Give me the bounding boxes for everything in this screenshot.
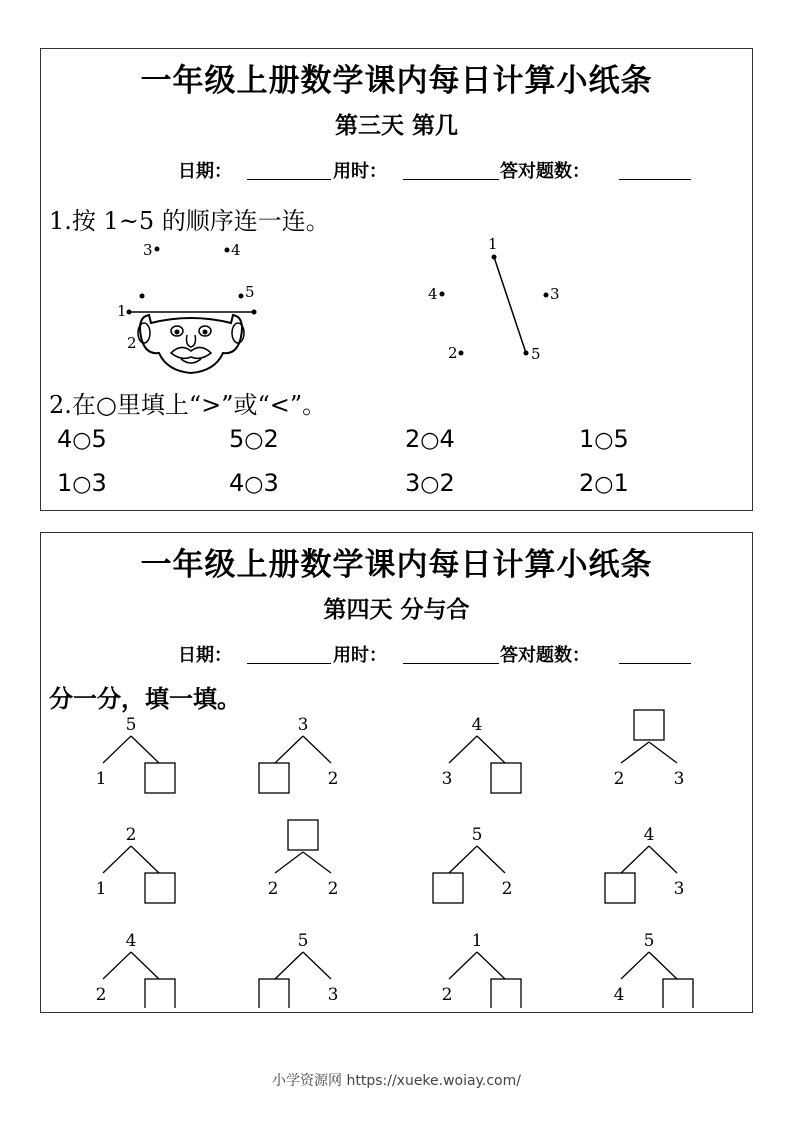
bond-branch — [103, 846, 131, 873]
answer-box-left[interactable] — [605, 873, 635, 903]
dot[interactable] — [127, 310, 132, 315]
comparison-item — [229, 469, 279, 497]
bond-right-number: 3 — [673, 769, 685, 789]
bond-branch — [131, 952, 159, 979]
comparison-left-number: 4 — [229, 469, 245, 497]
comparison-right-number: 4 — [439, 425, 455, 453]
bond-left-number: 1 — [95, 769, 107, 789]
comparison-item — [405, 469, 455, 497]
dot[interactable] — [524, 351, 529, 356]
number-bond — [605, 825, 684, 903]
bond-branch — [477, 846, 505, 873]
bond-branch — [303, 852, 331, 873]
bond-left-number: 3 — [441, 769, 453, 789]
bond-top-number: 5 — [125, 715, 137, 735]
comparison-left-number: 2 — [405, 425, 421, 453]
card-title: 一年级上册数学课内每日计算小纸条 — [140, 547, 653, 583]
comparison-right-number: 3 — [91, 469, 107, 497]
dot-label: 1 — [488, 235, 498, 253]
bond-branch — [477, 952, 505, 979]
answer-circle[interactable]: ○ — [244, 472, 264, 497]
bond-right-number: 3 — [327, 985, 339, 1005]
answer-circle[interactable]: ○ — [244, 428, 264, 453]
comparison-right-number: 2 — [439, 469, 455, 497]
comparison-right-number: 2 — [263, 425, 279, 453]
dot-label: 2 — [448, 344, 458, 362]
answer-box-left[interactable] — [433, 873, 463, 903]
comparison-item — [579, 425, 629, 453]
bond-branch — [621, 846, 649, 873]
bond-branch — [477, 736, 505, 763]
bond-branch — [103, 952, 131, 979]
bond-branch — [449, 736, 477, 763]
bond-right-number: 2 — [501, 879, 513, 899]
bond-branch — [649, 952, 677, 979]
dot[interactable] — [440, 292, 445, 297]
bond-top-number: 4 — [471, 715, 483, 735]
bond-top-number: 4 — [643, 825, 655, 845]
face-drawing — [129, 312, 254, 373]
number-bond — [433, 825, 512, 903]
question-connect-dots: 1.按 1~5 的顺序连一连。 — [49, 207, 330, 235]
dot-label: 4 — [231, 241, 241, 259]
date-label: 日期： — [178, 645, 232, 666]
number-bond — [259, 715, 338, 793]
comparison-item — [57, 425, 107, 453]
number-bond — [442, 715, 521, 793]
bond-branch — [131, 736, 159, 763]
dot-label: 3 — [143, 241, 153, 259]
bond-top-number: 3 — [297, 715, 309, 735]
comparison-left-number: 1 — [57, 469, 73, 497]
bond-top-number: 4 — [125, 931, 137, 951]
number-bond — [268, 820, 339, 899]
answer-box-right[interactable] — [145, 873, 175, 903]
answer-circle[interactable]: ○ — [72, 472, 92, 497]
card-subtitle: 第四天 分与合 — [323, 596, 470, 623]
bond-branch — [275, 852, 303, 873]
bond-branch — [275, 736, 303, 763]
dot-label: 1 — [117, 302, 127, 320]
date-label: 日期： — [178, 161, 232, 182]
bond-left-number: 2 — [613, 769, 625, 789]
answer-box-right[interactable] — [145, 979, 175, 1008]
bond-branch — [103, 736, 131, 763]
comparison-right-number: 5 — [613, 425, 629, 453]
dot-label: 3 — [550, 285, 560, 303]
bond-branch — [449, 952, 477, 979]
bond-right-number: 3 — [673, 879, 685, 899]
score-field[interactable] — [619, 179, 691, 180]
card-title: 一年级上册数学课内每日计算小纸条 — [140, 63, 653, 99]
bond-left-number: 1 — [95, 879, 107, 899]
time-label: 用时： — [333, 161, 387, 182]
connecting-line — [494, 257, 526, 353]
bond-left-number: 2 — [95, 985, 107, 1005]
connect-dots-figure — [41, 235, 754, 375]
comparison-right-number: 1 — [613, 469, 629, 497]
bond-top-number: 5 — [471, 825, 483, 845]
number-bond — [614, 710, 685, 789]
bond-right-number: 2 — [327, 769, 339, 789]
number-bond — [96, 931, 175, 1008]
bond-branch — [449, 846, 477, 873]
score-label: 答对题数： — [500, 161, 590, 182]
number-bond — [96, 715, 175, 793]
time-field[interactable] — [403, 179, 499, 180]
bond-branch — [621, 742, 649, 763]
comparison-left-number: 2 — [579, 469, 595, 497]
bond-branch — [303, 952, 331, 979]
answer-circle[interactable]: ○ — [594, 428, 614, 453]
worksheet-card-day3 — [40, 48, 753, 511]
score-field[interactable] — [619, 663, 691, 664]
number-bond — [614, 931, 693, 1008]
dot-label: 2 — [127, 334, 137, 352]
bond-branch — [649, 742, 677, 763]
card-subtitle: 第三天 第几 — [334, 112, 458, 139]
bond-left-number: 2 — [441, 985, 453, 1005]
answer-circle[interactable]: ○ — [72, 428, 92, 453]
answer-circle[interactable]: ○ — [594, 472, 614, 497]
dot[interactable] — [225, 248, 230, 253]
dot[interactable] — [239, 294, 244, 299]
score-label: 答对题数： — [500, 645, 590, 666]
bond-right-number: 2 — [327, 879, 339, 899]
dot[interactable] — [544, 293, 549, 298]
bond-branch — [303, 736, 331, 763]
date-field[interactable] — [247, 179, 331, 180]
comparison-item — [57, 469, 107, 497]
bond-left-number: 2 — [267, 879, 279, 899]
answer-box-top[interactable] — [288, 820, 318, 850]
comparison-item — [229, 425, 279, 453]
number-bond-grid — [41, 708, 754, 1008]
comparison-left-number: 3 — [405, 469, 421, 497]
dot-label: 5 — [531, 345, 541, 363]
bond-top-number: 2 — [125, 825, 137, 845]
number-bond — [442, 931, 521, 1008]
comparison-left-number: 4 — [57, 425, 73, 453]
bond-top-number: 1 — [471, 931, 483, 951]
dot[interactable] — [252, 310, 257, 315]
footer-watermark: 小学资源网 https://xueke.woiay.com/ — [272, 1073, 521, 1089]
comparison-right-number: 5 — [91, 425, 107, 453]
dots-right — [428, 235, 560, 363]
answer-box-left[interactable] — [259, 979, 289, 1008]
dot[interactable] — [140, 294, 145, 299]
comparison-right-number: 3 — [263, 469, 279, 497]
comparison-left-number: 5 — [229, 425, 245, 453]
question-split-fill: 分一分，填一填。 — [49, 684, 241, 713]
time-field[interactable] — [403, 663, 499, 664]
answer-box-right[interactable] — [145, 763, 175, 793]
bond-top-number: 5 — [297, 931, 309, 951]
bond-branch — [621, 952, 649, 979]
question-compare: 2.在○里填上“>”或“<”。 — [49, 391, 327, 419]
comparison-item — [579, 469, 629, 497]
number-bond — [96, 825, 175, 903]
date-field[interactable] — [247, 663, 331, 664]
worksheet-card-day4 — [40, 532, 753, 1013]
answer-circle[interactable]: ○ — [420, 428, 440, 453]
dot-label: 4 — [428, 285, 438, 303]
dot-label: 5 — [245, 283, 255, 301]
bond-branch — [649, 846, 677, 873]
dot[interactable] — [459, 351, 464, 356]
number-bond — [259, 931, 338, 1008]
bond-top-number: 5 — [643, 931, 655, 951]
bond-branch — [275, 952, 303, 979]
bond-left-number: 4 — [613, 985, 625, 1005]
comparison-left-number: 1 — [579, 425, 595, 453]
answer-box-right[interactable] — [663, 979, 693, 1008]
answer-box-right[interactable] — [491, 763, 521, 793]
dot[interactable] — [155, 247, 160, 252]
answer-box-right[interactable] — [491, 979, 521, 1008]
answer-box-top[interactable] — [634, 710, 664, 740]
answer-box-left[interactable] — [259, 763, 289, 793]
bond-branch — [131, 846, 159, 873]
time-label: 用时： — [333, 645, 387, 666]
comparison-item — [405, 425, 455, 453]
answer-circle[interactable]: ○ — [420, 472, 440, 497]
